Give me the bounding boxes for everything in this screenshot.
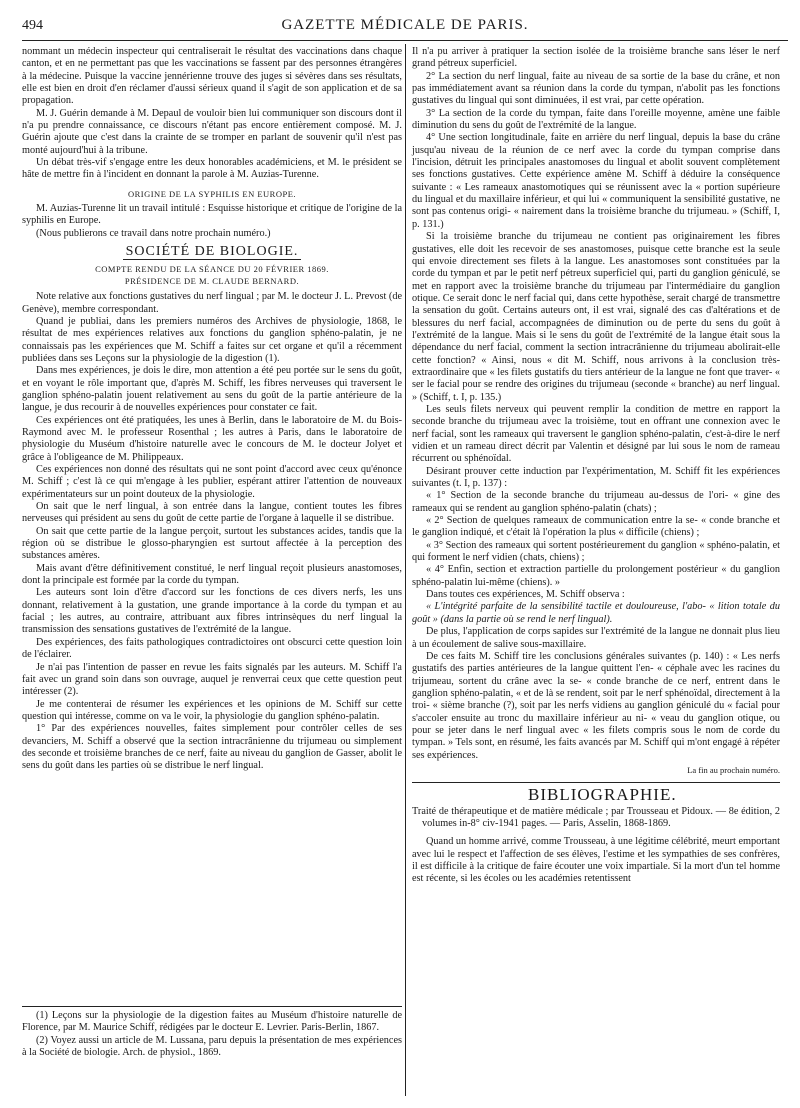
paragraph: Ces expériences ont été pratiquées, les unes à Berlin, dans le laboratoire de M. du Bois-Raymond avec M. le professeur Rosenthal ; les autres à Paris, dans le laboratoire de physiologie du Muséum d'histoire naturelle avec le concours de M. le docteur Jolyet et grâce à l'obligeance de M. Philippeaux. bbox=[22, 414, 402, 463]
paragraph: De plus, l'application de corps sapides sur l'extrémité de la langue ne donnait plus lieu à un écoulement de salive sous-maxillaire. bbox=[412, 626, 780, 650]
paragraph: Quand un homme arrivé, comme Trousseau, à une légitime célébrité, meurt emportant avec lui le respect et l'affection de ses élèves, l'estime et les sympathies de ses confrères, il est difficile à la critique de faire écouter une voix impartiale. Si la mort d'un tel homme est récente, si les écoles ou les académies retentissent bbox=[412, 836, 780, 885]
paragraph: M. Auzias-Turenne lit un travail intitulé : Esquisse historique et critique de l'origine de la syphilis en Europe. bbox=[22, 203, 402, 227]
paragraph: Désirant prouver cette induction par l'expérimentation, M. Schiff fit les expériences suivantes (t. I, p. 137) : bbox=[412, 465, 780, 490]
paragraph: Je me contenterai de résumer les expériences et les opinions de M. Schiff sur cette question qui intéresse, comme on va le voir, la physiologie du ganglion sphéno-palatin. bbox=[22, 698, 402, 722]
footnote-rule bbox=[22, 1006, 402, 1007]
page-header bbox=[22, 14, 788, 41]
paragraph: 2° La section du nerf lingual, faite au niveau de sa sortie de la base du crâne, et non pas immédiatement avant sa réunion dans la corde du tympan, n'abolit pas les fonctions gustatives du lingual qui sont diminuées, il est vrai, par cette opération. bbox=[412, 70, 780, 107]
paragraph: 3° La section de la corde du tympan, faite dans l'oreille moyenne, amène une faible diminution du sens du goût de l'extrémité de la langue. bbox=[412, 107, 780, 132]
subheading: ORIGINE DE LA SYPHILIS EN EUROPE. bbox=[127, 188, 297, 199]
paragraph: Note relative aux fonctions gustatives du nerf lingual ; par M. le docteur J. L. Prevost (de Genève), membre correspondant. bbox=[22, 291, 402, 315]
footnote: (2) Voyez aussi un article de M. Lussana, paru depuis la présentation de mes expériences à la Société de biologie. Arch. de physiol., 1869. bbox=[22, 1034, 402, 1059]
paragraph: Des expériences, des faits pathologiques contradictoires ont obscurci cette question loin de l'éclairer. bbox=[22, 636, 402, 661]
paragraph: Si la troisième branche du trijumeau ne contient pas originairement les fibres gustatives, elle doit les recevoir de ses anastomoses, puisque cette branche est la seule qui envoie directement ses filets à la langue. Les anastomoses sont constituées par la corde du tympan et par le petit nerf pétreux superficiel qui, parti du ganglion géniculé, se met en rapport avec la troisième branche du trijumeau par l'intermédiaire du ganglion otique. Ce serait donc le nerf facial qui, dans cette hypothèse, serait chargé de transmettre la sensation du goût. Certains auteurs ont, il est vrai, signalé des cas d'altérations et de blessures du nerf facial, accompagnées de diminution ou de perte du sens du goût à l'extrémité de la langue. Mais si le sens du goût de l'extrémité de la langue était sous la dépendance du nerf facial, comment la section intracrânienne du trijumeau abolirait-elle cette fonction? « Ainsi, nous « dit M. Schiff, nous arrivons à la conclusion très-extraordinaire que « les filets gustatifs du tiers antérieur de la langue ne font que traver- « ser le facial pour se rendre des origines du trijumeau (seconde « branche) au nerf lingual. » (Schiff, t. I, p. 135.) bbox=[412, 231, 780, 403]
section-title: SOCIÉTÉ DE BIOLOGIE. bbox=[22, 246, 402, 258]
paragraph: Un débat très-vif s'engage entre les deux honorables académiciens, et M. le président se hâte de mettre fin à l'incident en donnant la parole à M. Auzias-Turenne. bbox=[22, 157, 402, 181]
paragraph: Les auteurs sont loin d'être d'accord sur les fonctions de ces divers nerfs, les uns donnant, relativement à la gustation, une grande importance à la corde du tympan et au facial ; les autres, au contraire, attribuant aux fibres intrinsèques du nerf lingual la transmission des sensations gustatives de l'extrémité de la langue. bbox=[22, 587, 402, 636]
paragraph: Quand je publiai, dans les premiers numéros des Archives de physiologie, 1868, le résultat de mes expériences relatives aux fonctions du ganglion sphéno-palatin, je ne connaissais pas les expériences que M. Schiff a faites sur cet organe et qu'il a récemment publiées dans ses Leçons sur la physiologie de la digestion (1). bbox=[22, 315, 402, 364]
footnote: (1) Leçons sur la physiologie de la digestion faites au Muséum d'histoire naturelle de Florence, par M. Maurice Schiff, rédigées par le docteur E. Levrier. Paris-Berlin, 1867. bbox=[22, 1010, 402, 1034]
paragraph: Mais avant d'être définitivement constitué, le nerf lingual reçoit plusieurs anastomoses, dont la principale est formée par la corde du tympan. bbox=[22, 562, 402, 587]
right-column bbox=[412, 46, 780, 886]
paragraph: Dans toutes ces expériences, M. Schiff observa : bbox=[426, 589, 625, 601]
paragraph: Ces expériences non donné des résultats qui ne sont point d'accord avec ceux qu'énonce M. Schiff ; c'est là ce qui m'engage à les publier, espérant attirer l'attention de nouveaux expérimentateurs sur un point douteux de la physiologie. bbox=[22, 464, 402, 500]
paragraph: 4° Une section longitudinale, faite en arrière du nerf lingual, depuis la base du crâne jusqu'au niveau de la réunion de ce nerf avec la corde du tympan comprise dans l'incision, détruit les principales anastomoses du lingual et abolit souvent complètement ses fonctions gustatives. Cette expérience amène M. Schiff à déduire la conséquence suivante : « Les rameaux anastomotiques qui se réunissent avec la « portion supérieure du lingual et du maxillaire inférieur, et qui lui « communiquent la sensibilité gustative, ne sont pas contenus origi- « nairement dans la troisième branche du trijumeau. » (Schiff, I, p. 131.) bbox=[412, 132, 780, 230]
section-rule bbox=[412, 782, 780, 783]
paragraph: On sait que le nerf lingual, à son entrée dans la langue, contient toutes les fibres nerveuses qui président au sens du goût de cette partie de l'organe à laquelle il se distribue. bbox=[22, 501, 402, 525]
quote-line: « 1° Section de la seconde branche du trijumeau au-dessus de l'ori- « gine des rameaux qui se rendent au ganglion sphéno-palatin (chats) ; bbox=[412, 490, 780, 514]
left-column bbox=[22, 46, 402, 773]
paragraph: 1° Par des expériences nouvelles, faites simplement pour contrôler celles de ses devanciers, M. Schiff a observé que la section intracrânienne du trijumeau ou simplement des seconde et troisième branches de ce nerf, faite au niveau du ganglion de Gasser, abolit le sens du goût dans les parties où se distribue le nerf lingual. bbox=[22, 723, 402, 772]
bibliography-title: BIBLIOGRAPHIE. bbox=[528, 785, 677, 805]
paragraph: nommant un médecin inspecteur qui centraliserait le résultat des vaccinations dans chaque canton, et en ne permettant pas que les vaccinations se fassent par des personnes étrangères à la médecine. Puisque la vaccine jennérienne trouve des juges si sévères dans ses résultats, elle est bien en droit d'en réclamer d'aussi sérieux quand il s'agit de son application et de sa propagation. bbox=[22, 46, 402, 107]
paragraph: De ces faits M. Schiff tire les conclusions générales suivantes (p. 140) : « Les nerfs gustatifs des parties antérieures de la langue quittent l'en- « céphale avec les racines du trijumeau, sortent du crâne avec la se- « conde branche de ce nerf, entrent dans le ganglion sphéno-palatin, « et de là se rendent, soit par le nerf sphénoïdal, directement à la troi- « sième branche (?), soit par les nerfs vidiens au ganglion géniculé du « facial pour s'accoler ensuite au tronc du maxillaire inférieur au ni- « veau du ganglion otique, ou pour se jeter dans le nerf lingual avec « les filets compris sous le nom de corde du tympan. » Tels sont, en résumé, les faits avancés par M. Schiff qui m'ont engagé à répéter ses expériences. bbox=[412, 650, 780, 761]
journal-title: GAZETTE MÉDICALE DE PARIS. bbox=[281, 17, 529, 33]
paragraph: On sait que cette partie de la langue perçoit, surtout les substances acides, tandis que la région où se distribue le glosso-pharyngien est surtout affectée à la perception des substances amères. bbox=[22, 525, 402, 562]
quote-line: « 2° Section de quelques rameaux de communication entre la se- « conde branche et le ganglion indiqué, et c'était là l'opération la plus « difficile (chiens) ; bbox=[412, 515, 780, 539]
quote-line: « 4° Enfin, section et extraction partielle du prolongement postérieur « du ganglion sphéno-palatin lui-même (chiens). » bbox=[412, 564, 780, 588]
session-heading: COMPTE RENDU DE LA SÉANCE DU 20 FÉVRIER 1869. bbox=[95, 263, 329, 274]
footnotes bbox=[22, 1010, 402, 1059]
paragraph: Il n'a pu arriver à pratiquer la section isolée de la troisième branche sans léser le nerf grand pétreux superficiel. bbox=[412, 46, 780, 70]
paragraph: (Nous publierons ce travail dans notre prochain numéro.) bbox=[36, 227, 271, 239]
paragraph: Les seuls filets nerveux qui peuvent remplir la condition de mettre en rapport la seconde branche du trijumeau avec la troisième, tout en offrant une connexion avec le nerf facial, sont les rameaux qui traversent le ganglion sphéno-palatin, c'est-à-dire le nerf vidien et un rameau direct décrit par Valentin et désigné par lui sous le nom de rameau récurrent ou sphénoïdal. bbox=[412, 403, 780, 465]
book-reference: Traité de thérapeutique et de matière médicale ; par Trousseau et Pidoux. — 8e édition, 2 volumes in-8° civ-1941 pages. — Paris, Asselin, 1868-1869. bbox=[412, 805, 780, 829]
paragraph: Je n'ai pas l'intention de passer en revue les faits signalés par les auteurs. M. Schiff l'a fait avec un grand soin dans son ouvrage, auquel je renverrai ceux que cette question peut intéresser (2). bbox=[22, 661, 402, 698]
paragraph: M. J. Guérin demande à M. Depaul de vouloir bien lui communiquer son discours dont il n'a pu prendre connaissance, ce discours n'étant pas encore entièrement composé. M. J. Guérin ajoute que c'est dans la crainte de se tromper en parlant de souvenir qu'il n'est pas monté aujourd'hui à la tribune. bbox=[22, 107, 402, 156]
quote-line: « L'intégrité parfaite de la sensibilité tactile et douloureuse, l'abo- « lition totale du goût » (dans la partie où se rend le nerf lingual). bbox=[412, 601, 780, 625]
paragraph: Dans mes expériences, je dois le dire, mon attention a été peu portée sur le sens du goût, et en voyant le rôle important que, d'après M. Schiff, les fibres nerveuses qui traversent le ganglion sphéno-palatin jouent relativement au sens du goût de la partie antérieure de la langue, je dus recourir à de nouvelles expériences pour constater ce fait. bbox=[22, 365, 402, 414]
presidency-heading: PRÉSIDENCE DE M. CLAUDE BERNARD. bbox=[124, 275, 300, 286]
quote-line: « 3° Section des rameaux qui sortent postérieurement du ganglion « sphéno-palatin, et qui forment le nerf vidien (chats, chiens) ; bbox=[412, 539, 780, 564]
continued-note: La fin au prochain numéro. bbox=[687, 764, 780, 775]
page-number: 494 bbox=[22, 18, 43, 33]
column-divider bbox=[405, 44, 406, 1096]
